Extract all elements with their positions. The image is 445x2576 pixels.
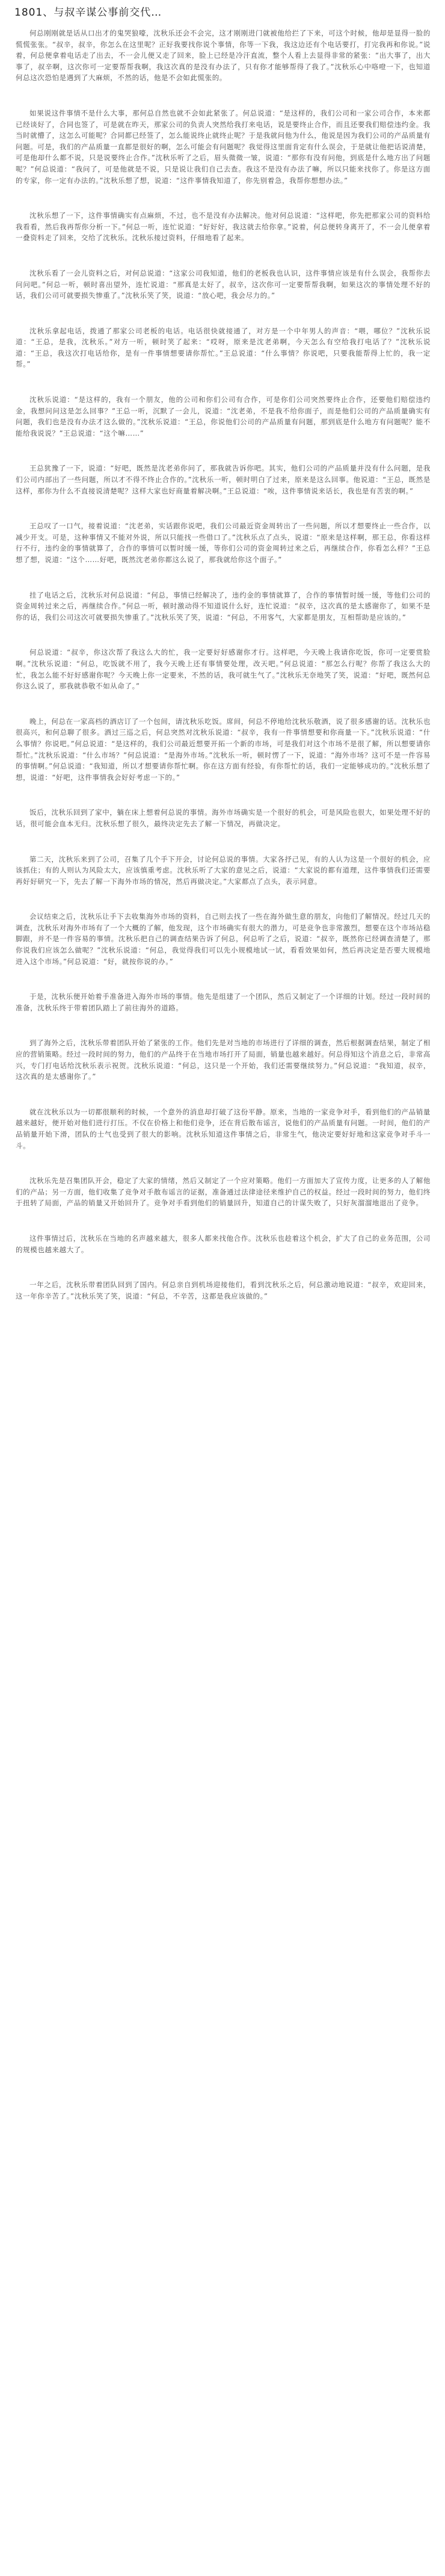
paragraph: 到了海外之后，沈秋乐带着团队开始了紧张的工作。他们先是对当地的市场进行了详细的调查，然后根据调查结果，制定了相应的营销策略。经过一段时间的努力，他们的产品终于在当地市场打开了局面，销量也越来越好。何总得知这个消息之后，非常高兴，专门打电话给沈秋乐表示祝贺。沈秋乐说道：“何总，这只是一个开始，我们还需要继续努力。”何总说道：“我知道，叔辛，这次真的是太感谢你了。” [16,1039,431,1081]
paragraph: 会议结束之后，沈秋乐让手下去收集海外市场的资料，自己则去找了一些在海外做生意的朋友，向他们了解情况。经过几天的调查，沈秋乐对海外市场有了一个大概的了解，他发现，这个市场确实有很大的潜力，可是竞争也非常激烈，想要在这个市场站稳脚跟，并不是一件容易的事情。沈秋乐把自己的调查结果告诉了何总，何总听了之后，说道：“叔辛，既然你已经调查清楚了，那你说我们应该怎么做呢？”沈秋乐说道：“何总，我觉得我们可以先小规模地试一试，看看效果如何，然后再决定是否要大规模地进入这个市场。”何总说道：“好，就按你说的办。” [16,912,431,966]
paragraph: 就在沈秋乐以为一切都很顺利的时候，一个意外的消息却打破了这份平静。原来，当地的一家竞争对手，看到他们的产品销量越来越好，便开始对他们进行打压。不仅在价格上和他们竞争，还在背后散布谣言，说他们的产品质量有问题。一时间，他们的产品销量开始下滑，团队的士气也受到了很大的影响。沈秋乐知道这件事情之后，非常生气，他决定要好好地和这家竞争对手斗一斗。 [16,1107,431,1150]
paragraph: 沈秋乐先是召集团队开会，稳定了大家的情绪，然后又制定了一个应对策略。他们一方面加大了宣传力度，让更多的人了解他们的产品；另一方面，他们收集了竞争对手散布谣言的证据，准备通过法律途径来维护自己的权益。经过一段时间的努力，他们终于扭转了局面，产品的销量又开始回升了。竞争对手看到他们的销量回升，知道自己的计谋失败了，只好灰溜溜地退出了竞争。 [16,1176,431,1208]
paragraph: 晚上，何总在一家高档的酒店订了一个包间，请沈秋乐吃饭。席间，何总不停地给沈秋乐敬酒，说了很多感谢的话。沈秋乐也很高兴，和何总聊了很多。酒过三巡之后，何总突然对沈秋乐说道：“叔辛，我有一件事情想要和你商量一下。”沈秋乐说道：“什么事情？你说吧。”何总说道：“是这样的，我们公司最近想要开拓一个新的市场，可是我们对这个市场不是很了解，所以想要请你帮忙。”沈秋乐说道：“什么市场？”何总说道：“是海外市场。”沈秋乐一听，顿时愣了一下，说道：“海外市场？这可不是一件容易的事情啊。”何总说道：“我知道，所以才想要请你帮忙啊。你在这方面有经验，有你帮忙的话，我们一定能够成功的。”沈秋乐想了想，说道：“好吧，这件事情我会好好考虑一下的。” [16,717,431,782]
paragraph: 何总说道：“叔辛，你这次帮了我这么大的忙，我一定要好好感谢你才行。这样吧，今天晚上我请你吃饭，你可一定要赏脸啊。”沈秋乐说道：“何总，吃饭就不用了，我今天晚上还有事情要处理，改天吧。”何总说道：“那怎么行呢？你帮了我这么大的忙，我怎么能不好好感谢你呢？今天晚上你一定要来，不然的话，我可就生气了。”沈秋乐无奈地笑了笑，说道：“好吧，既然何总你这么说了，那我就恭敬不如从命了。” [16,648,431,691]
paragraph: 沈秋乐看了一会儿资料之后，对何总说道：“这家公司我知道，他们的老板我也认识，这件事情应该是有什么误会，我帮你去问问吧。”何总一听，顿时喜出望外，连忙说道：“那真是太好了，叔辛，这次你可一定要帮帮我啊，如果这次的事情处理不好的话，我们公司可就要损失惨重了。”沈秋乐笑了笑，说道：“放心吧，我会尽力的。” [16,268,431,300]
paragraph: 沈秋乐想了一下，这件事情确实有点麻烦，不过，也不是没有办法解决。他对何总说道：“这样吧，你先把那家公司的资料给我看看，然后我再帮你分析一下。”何总一听，连忙说道：“好好好，我这就去给你拿。”说着，何总便转身离开了，不一会儿便拿着一叠资料走了回来，交给了沈秋乐。沈秋乐接过资料，仔细地看了起来。 [16,211,431,242]
paragraph: 王总犹豫了一下，说道：“好吧，既然是沈老弟你问了，那我就告诉你吧。其实，他们公司的产品质量并没有什么问题，是我们公司内部出了一些问题，所以才不得不终止合作的。”沈秋乐一听，顿时明白了过来，原来是这么回事。他说道：“王总，既然是这样，那你为什么不直接说清楚呢？这样大家也好商量着解决啊。”王总说道：“唉，这件事情说来话长，我也是有苦衷的啊。” [16,464,431,495]
paragraph: 第二天，沈秋乐来到了公司，召集了几个手下开会，讨论何总说的事情。大家各抒己见，有的人认为这是一个很好的机会，应该抓住；有的人则认为风险太大，应该慎重考虑。沈秋乐听了大家的意见之后，说道：“大家说的都有道理，这件事情我们还需要再好好研究一下，先去了解一下海外市场的情况，然后再做决定。”大家都点了点头，表示同意。 [16,854,431,886]
paragraph: 一年之后，沈秋乐带着团队回到了国内。何总亲自到机场迎接他们，看到沈秋乐之后，何总激动地说道：“叔辛，欢迎回来，这一年你辛苦了。”沈秋乐笑了笑，说道：“何总，不辛苦，这都是我应该做的。” [16,1280,431,1300]
paragraph: 沈秋乐说道：“是这样的，我有一个朋友，他的公司和你们公司有合作，可是你们公司突然要终止合作，还要他们赔偿违约金，我想问问这是怎么回事？”王总一听，沉默了一会儿，说道：“沈老弟，不是我不给你面子，而是他们公司的产品质量确实有问题，我们也是没有办法才这么做的。”沈秋乐说道：“王总，你说他们公司的产品质量有问题，那到底是什么地方有问题呢？能不能给我说说？”王总说道：“这个嘛……” [16,395,431,437]
chapter-title: 1801、与叔辛谋公事前交代… [14,7,162,19]
paragraph: 何总刚刚就是话从口出才的鬼哭狼嚎，沈秋乐还会不会完，这才刚刚进门就被他给拦了下来，可这个时候，他却是显得一脸的慌慌张张。“叔辛，叔辛，你怎么在这里呢？正好我要找你说个事情，你等一下我，我这边还有个电话要打，打完我再和你说。”说着，何总便拿着电话走了出去，不一会儿便又走了回来，脸上已经是冷汗直流，整个人看上去显得非常的紧张：“出大事了，出大事了，叔辛啊，这次你可一定要帮帮我啊，我这次真的是没有办法了，只有你才能够帮得了我了。”沈秋乐心中咯噔一下，也知道何总这次恐怕是遇到了大麻烦，不然的话，他是不会如此慌张的。 [16,29,431,82]
paragraph: 沈秋乐拿起电话，拨通了那家公司老板的电话。电话很快就接通了，对方是一个中年男人的声音：“喂，哪位？”沈秋乐说道：“王总，是我，沈秋乐。”对方一听，顿时笑了起来：“哎呀，原来是沈老弟啊，今天怎么有空给我打电话了？”沈秋乐说道：“王总，我这次打电话给你，是有一件事情想要请你帮忙。”王总说道：“什么事情？你说吧，只要我能帮得上忙的，我一定帮。” [16,326,431,369]
chapter-body [16,28,431,1326]
paragraph: 如果说这件事情不是什么大事，那何总自然也就不会如此紧张了。何总说道：“是这样的，我们公司和一家公司合作，本来都已经谈好了，合同也签了，可是就在昨天，那家公司的负责人突然给我打来电话，说是要终止合作，而且还要我们赔偿违约金。我当时就懵了，这怎么可能呢？合同都已经签了，怎么能说终止就终止呢？于是我就问他为什么，他说是因为我们公司的产品质量有问题。可是，我们的产品质量一直都是很好的啊，怎么可能会有问题呢？我觉得这里面肯定有什么误会，于是就让他把话说清楚，可是他却什么都不说，只是说要终止合作。”沈秋乐听了之后，眉头微微一皱，说道：“那你有没有问他，到底是什么地方出了问题呢？”何总说道：“我问了，可是他就是不说，只是说让我们自己去查。我这不是没有办法了嘛，所以只能来找你了。你是这方面的专家，你一定有办法的。”沈秋乐想了想，说道：“这件事情我知道了，你先别着急，我帮你想想办法。” [16,108,431,185]
paragraph: 王总叹了一口气，接着说道：“沈老弟，实话跟你说吧，我们公司最近资金周转出了一些问题，所以才想要终止一些合作，以减少开支。可是，这种事情又不能对外说，所以只能找一些借口了。”沈秋乐点了点头，说道：“原来是这样啊，那王总，你看这样行不行，违约金的事情就算了，合作的事情可以暂时缓一缓，等你们公司的资金周转过来之后，再继续合作，你看怎么样？”王总想了想，说道：“这个……好吧，既然沈老弟你都这么说了，那我就给你这个面子。” [16,522,431,564]
paragraph: 于是，沈秋乐便开始着手准备进入海外市场的事情。他先是组建了一个团队，然后又制定了一个详细的计划。经过一段时间的准备，沈秋乐终于带着团队踏上了前往海外的道路。 [16,992,431,1012]
paragraph: 挂了电话之后，沈秋乐对何总说道：“何总，事情已经解决了，违约金的事情就算了，合作的事情暂时缓一缓，等他们公司的资金周转过来之后，再继续合作。”何总一听，顿时激动得不知道说什么好，连忙说道：“叔辛，这次真的是太感谢你了，如果不是你的话，我们公司这次可就要损失惨重了。”沈秋乐笑了笑，说道：“何总，不用客气，大家都是朋友，互相帮助是应该的。” [16,590,431,622]
paragraph: 这件事情过后，沈秋乐在当地的名声越来越大，很多人都来找他合作。沈秋乐也趁着这个机会，扩大了自己的业务范围，公司的规模也越来越大了。 [16,1234,431,1254]
paragraph: 饭后，沈秋乐回到了家中，躺在床上想着何总说的事情。海外市场确实是一个很好的机会，可是风险也很大，如果处理不好的话，很可能会血本无归。沈秋乐想了很久，最终决定先去了解一下情况，再做决定。 [16,808,431,828]
